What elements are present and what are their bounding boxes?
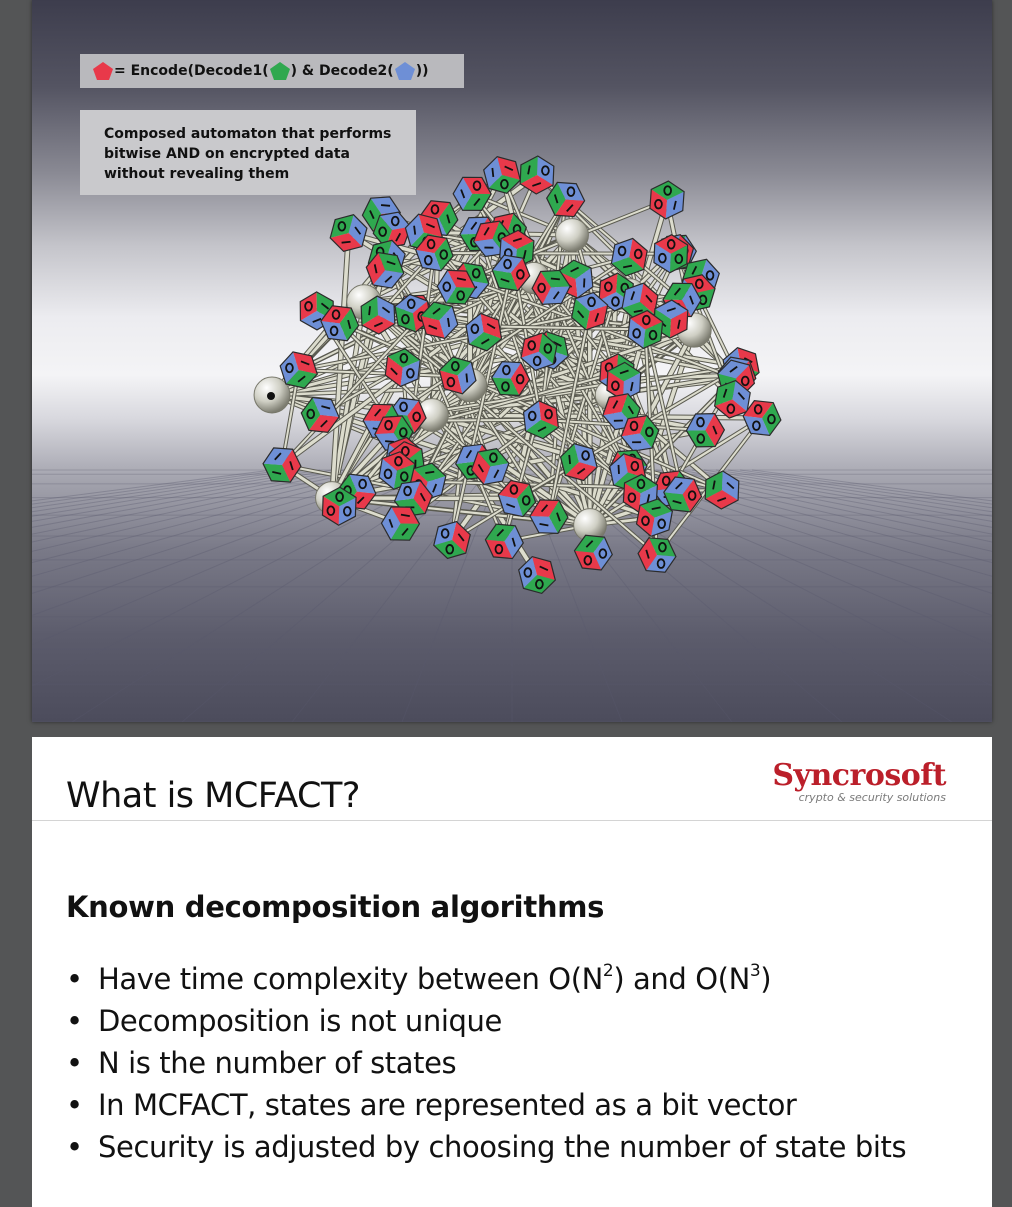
syncrosoft-logo — [758, 758, 958, 808]
bullet-item: • N is the number of states — [66, 1046, 966, 1088]
description-text: Composed automaton that performs bitwise AND on encrypted data without revealing them — [104, 124, 409, 184]
red-pentagon-icon — [92, 61, 114, 81]
logo-tagline: crypto & security solutions — [799, 791, 946, 804]
formula-part-3: )) — [416, 63, 429, 79]
state-node — [650, 181, 684, 219]
bullet-list — [66, 962, 966, 1172]
superscript: 3 — [750, 961, 760, 981]
hub-node — [556, 219, 589, 252]
state-node — [330, 215, 367, 252]
bullet-item: • Security is adjusted by choosing the number of state bits — [66, 1130, 966, 1172]
bullet-item: • Decomposition is not unique — [66, 1004, 966, 1046]
state-node — [574, 535, 612, 570]
title-divider — [32, 820, 992, 821]
automaton-graph — [32, 0, 992, 722]
bullet-text: ) — [760, 962, 771, 996]
formula-part-1: = Encode(Decode1( — [114, 63, 269, 79]
bullet-item — [66, 962, 966, 1004]
automaton-slide — [32, 0, 992, 722]
section-heading: Known decomposition algorithms — [66, 890, 604, 924]
bullet-text: Have time complexity between O(N — [98, 962, 603, 996]
formula-legend — [80, 54, 464, 88]
formula-part-2: ) & Decode2( — [291, 63, 394, 79]
state-node — [485, 524, 523, 558]
description-box — [80, 110, 416, 195]
bullet-item: • In MCFACT, states are represented as a bit vector — [66, 1088, 966, 1130]
green-pentagon-icon — [269, 61, 291, 81]
slide-title: What is MCFACT? — [66, 776, 360, 816]
logo-wordmark: Syncrosoft — [772, 758, 946, 793]
blue-pentagon-icon — [394, 61, 416, 81]
state-node — [519, 557, 556, 594]
state-node — [743, 401, 781, 436]
bullet-text: ) and O(N — [613, 962, 750, 996]
superscript: 2 — [603, 961, 613, 981]
